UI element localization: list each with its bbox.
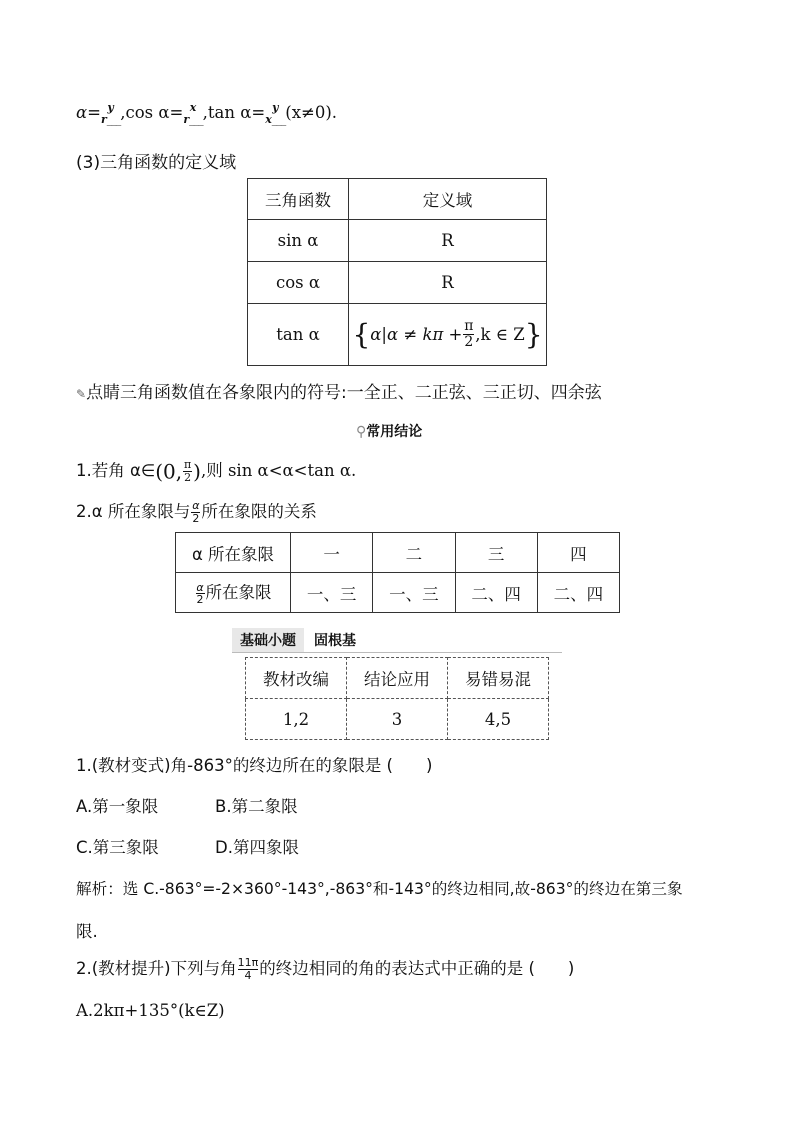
half-quadrant-cell: 一、三: [291, 573, 373, 613]
basic-header: 易错易混: [448, 658, 549, 699]
pencil-icon: ✎: [76, 387, 87, 401]
q1-stem: 1.(教材变式)角-863°的终边所在的象限是 ( ): [76, 756, 433, 775]
domain-header-func: 三角函数: [248, 179, 349, 220]
cos-fraction: x r ___: [183, 102, 202, 125]
sin-fraction: y r ___: [101, 102, 120, 125]
basic-header: 结论应用: [347, 658, 448, 699]
basic-banner: [232, 628, 562, 653]
sin-lead: α=: [76, 103, 101, 123]
q1-analysis-line1: 解析：选 C.-863°=-2×360°-143°,-863°和-143°的终边相同,故-863°的终边在第三象: [76, 880, 683, 898]
banner-right: 固根基: [314, 633, 356, 649]
trig-definitions-line: [76, 102, 337, 125]
q1-option-d: D.第四象限: [215, 838, 299, 857]
banner-left: 基础小题: [232, 628, 304, 652]
domain-func-tan: tan α: [248, 304, 349, 366]
tan-fraction: y x ___: [265, 102, 285, 125]
q2-stem: 2.(教材提升)下列与角 $\frac{11\pi}{4}$ 的终边相同的角的表达式中正确的是 ( ): [76, 956, 575, 982]
domain-func-cos: cos α: [248, 262, 349, 304]
quadrant-row1-label: α 所在象限: [176, 533, 291, 573]
cos-lead: ,cos α=: [120, 103, 184, 123]
tip-line: [76, 378, 602, 403]
quadrant-cell: 三: [455, 533, 537, 573]
q2-option-a: A.2kπ+135°(k∈Z): [76, 1001, 225, 1020]
condition: (x≠0).: [285, 103, 338, 123]
quadrant-cell: 二: [373, 533, 455, 573]
quadrant-cell: 一: [291, 533, 373, 573]
q1-option-a: A.第一象限: [76, 797, 159, 816]
domain-value-tan: {α|α ≠ kπ + $\frac{\pi}{2}$ ,k ∈ Z}: [349, 304, 547, 366]
conclusion-1: 1.若角 α∈(0, $\frac{\pi}{2}$ ),则 sin α<α<tan α.: [76, 458, 357, 484]
domain-value-sin: R: [349, 220, 547, 262]
tip-text: 点睛三角函数值在各象限内的符号:一全正、二正弦、三正切、四余弦: [86, 383, 602, 403]
half-quadrant-cell: 一、三: [373, 573, 455, 613]
conclusions-title: ⚲常用结论: [356, 424, 423, 440]
half-quadrant-cell: 二、四: [537, 573, 619, 613]
domain-header-domain: 定义域: [349, 179, 547, 220]
conclusion-2: 2.α 所在象限与 $\frac{\alpha}{2}$ 所在象限的关系: [76, 499, 317, 525]
q1-option-c: C.第三象限: [76, 838, 159, 857]
tan-lead: ,tan α=: [202, 103, 266, 123]
quadrant-table: [175, 532, 620, 613]
q1-option-b: B.第二象限: [215, 797, 298, 816]
basic-value: 3: [347, 699, 448, 740]
section3-title: (3)三角函数的定义域: [76, 153, 237, 173]
q1-analysis-line2: 限.: [76, 922, 98, 941]
basic-value: 4,5: [448, 699, 549, 740]
quadrant-row2-label: $\frac{\alpha}{2}$ 所在象限: [176, 573, 291, 613]
quadrant-cell: 四: [537, 533, 619, 573]
domain-value-cos: R: [349, 262, 547, 304]
basic-table: [245, 657, 549, 740]
half-quadrant-cell: 二、四: [455, 573, 537, 613]
basic-value: 1,2: [246, 699, 347, 740]
basic-header: 教材改编: [246, 658, 347, 699]
domain-func-sin: sin α: [248, 220, 349, 262]
domain-table: [247, 178, 547, 366]
key-icon: ⚲: [356, 424, 367, 440]
